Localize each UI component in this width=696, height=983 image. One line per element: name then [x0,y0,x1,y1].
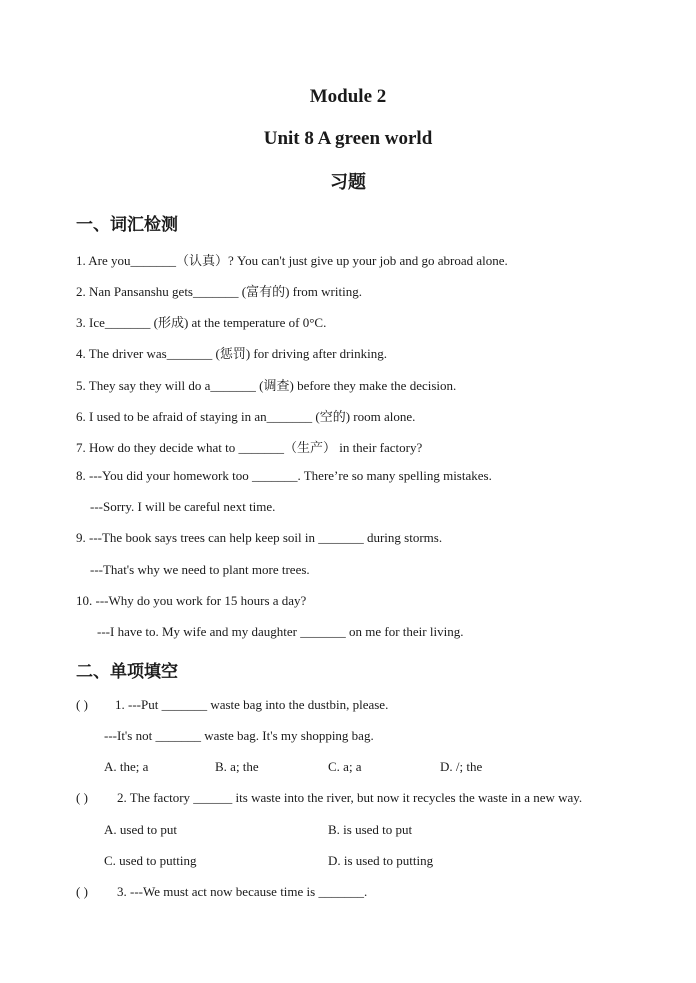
q1-reply: ---It's not _______ waste bag. It's my shopping bag. [104,728,374,743]
q2-option-b: B. is used to put [328,822,413,837]
q2-option-d: D. is used to putting [328,853,434,868]
vocab-item-8: 8. ---You did your homework too _______. There’re so many spelling mistakes. [76,468,492,483]
q1-answer-bracket: ( ) [76,697,88,712]
vocab-item-7: 7. How do they decide what to _______（生产） in their factory? [76,440,423,455]
q1-stem: 1. ---Put _______ waste bag into the dustbin, please. [115,697,389,712]
q2-answer-bracket: ( ) [76,790,88,805]
vocab-item-3: 3. Ice_______ (形成) at the temperature of 0°C. [76,315,327,330]
vocab-item-9-reply: ---That's why we need to plant more trees. [90,562,310,577]
q3-answer-bracket: ( ) [76,884,88,899]
q1-option-a: A. the; a [104,759,149,774]
vocab-item-9: 9. ---The book says trees can help keep soil in _______ during storms. [76,530,443,545]
vocab-item-10: 10. ---Why do you work for 15 hours a day? [76,593,307,608]
section-single-choice-title: 二、单项填空 [76,662,178,682]
vocab-item-8-reply: ---Sorry. I will be careful next time. [90,499,276,514]
q1-option-b: B. a; the [215,759,259,774]
worksheet-subtitle: 习题 [330,172,366,193]
q3-stem: 3. ---We must act now because time is _______. [117,884,368,899]
q1-option-d: D. /; the [440,759,483,774]
q1-option-c: C. a; a [328,759,362,774]
module-title: Module 2 [309,86,387,107]
vocab-item-4: 4. The driver was_______ (惩罚) for driving after drinking. [76,346,387,361]
vocab-item-10-reply: ---I have to. My wife and my daughter _______ on me for their living. [97,624,464,639]
vocab-item-5: 5. They say they will do a_______ (调查) before they make the decision. [76,378,457,393]
vocab-item-6: 6. I used to be afraid of staying in an_______ (空的) room alone. [76,409,416,424]
section-vocabulary-title: 一、词汇检测 [76,215,178,235]
q2-option-a: A. used to put [104,822,177,837]
vocab-item-2: 2. Nan Pansanshu gets_______ (富有的) from writing. [76,284,362,299]
unit-title: Unit 8 A green world [263,128,433,149]
q2-option-c: C. used to putting [104,853,197,868]
vocab-item-1: 1. Are you_______（认真）? You can't just give up your job and go abroad alone. [76,253,508,268]
q2-stem: 2. The factory ______ its waste into the river, but now it recycles the waste in a new way. [117,790,583,805]
